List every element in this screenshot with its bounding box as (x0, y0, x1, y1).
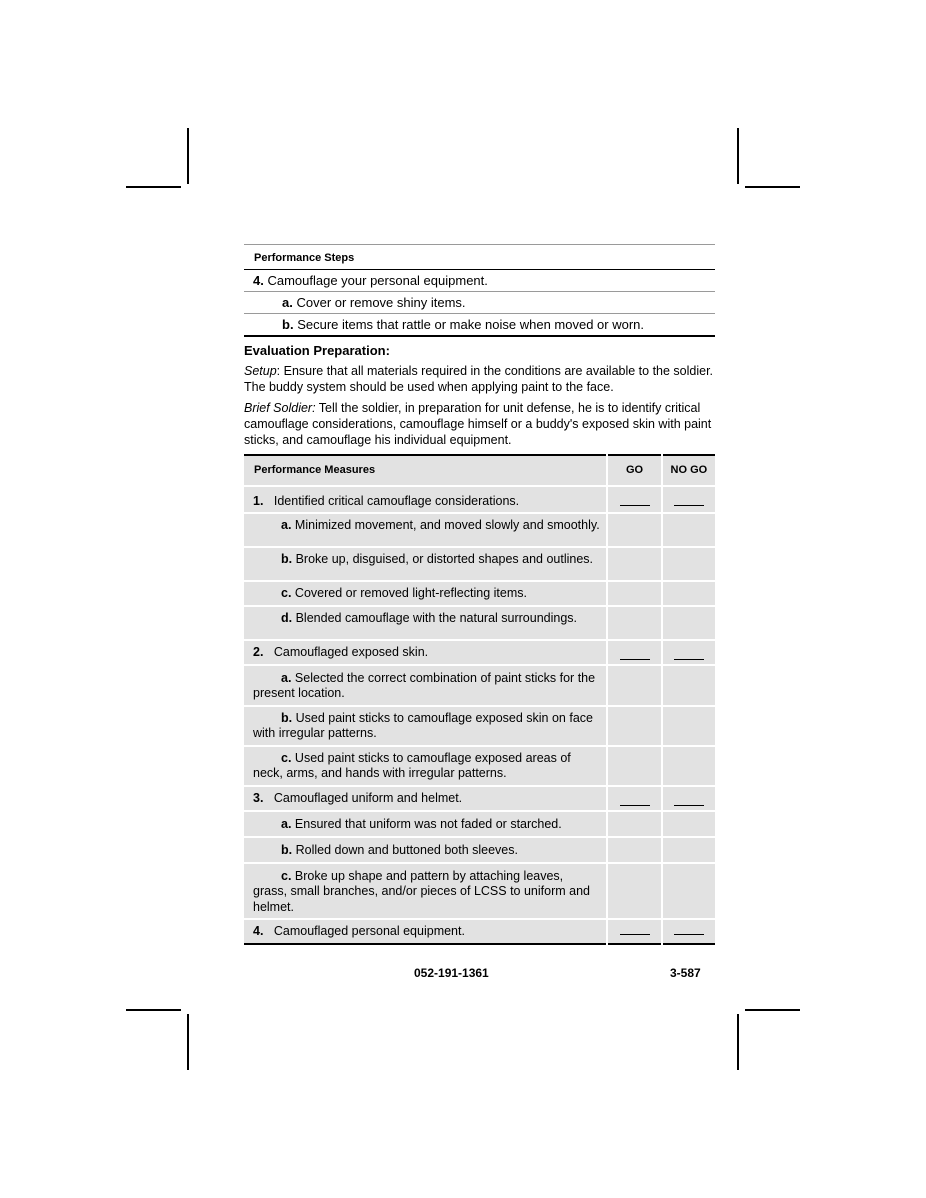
measure-letter: a. (281, 816, 292, 831)
nogo-blank[interactable] (674, 659, 704, 660)
measure-letter: a. (281, 518, 292, 532)
nogo-header: NO GO (662, 455, 715, 486)
table-row (244, 706, 715, 746)
measure-number: 1. (253, 493, 264, 508)
table-row (244, 786, 715, 811)
go-blank[interactable] (620, 805, 650, 806)
crop-mark-bottom-right-h (745, 1009, 800, 1011)
crop-mark-top-right-h (745, 186, 800, 188)
setup-label: Setup (244, 364, 277, 378)
measure-number: 2. (253, 644, 264, 659)
table-row (244, 837, 715, 863)
document-number: 052-191-1361 (414, 966, 489, 980)
measure-letter: d. (281, 610, 293, 625)
nogo-blank[interactable] (674, 934, 704, 935)
crop-mark-bottom-left-h (126, 1009, 181, 1011)
section-rule (244, 335, 715, 337)
table-row (244, 811, 715, 837)
measure-text: Camouflaged exposed skin. (273, 644, 429, 659)
measure-text: Rolled down and buttoned both sleeves. (295, 842, 518, 857)
measure-letter: b. (281, 552, 293, 566)
evaluation-title: Evaluation Preparation: (244, 343, 390, 358)
table-row (244, 863, 715, 920)
measure-text: Blended camouflage with the natural surroundings. (295, 610, 578, 625)
page-content (244, 244, 715, 945)
measure-number: 3. (253, 790, 264, 805)
table-row (244, 606, 715, 640)
measures-header: Performance Measures (244, 455, 607, 486)
step-letter: b. (282, 317, 294, 332)
crop-mark-top-left-h (126, 186, 181, 188)
step-letter: a. (282, 295, 293, 310)
measure-text: Camouflaged uniform and helmet. (273, 790, 463, 805)
measure-letter: c. (281, 750, 292, 765)
performance-substep (244, 314, 715, 335)
measure-text: Used paint sticks to camouflage exposed areas of neck, arms, and hands with irregular patterns. (253, 750, 571, 780)
measure-text: Camouflaged personal equipment. (273, 924, 465, 938)
table-row (244, 513, 715, 547)
go-blank[interactable] (620, 505, 650, 506)
step-number: 4. (253, 273, 264, 288)
table-row (244, 640, 715, 665)
crop-mark-top-right-v (737, 128, 739, 184)
measure-text: Broke up, disguised, or distorted shapes and outlines. (295, 552, 593, 566)
performance-step (244, 270, 715, 291)
go-header: GO (607, 455, 661, 486)
table-row (244, 486, 715, 514)
step-text: Camouflage your personal equipment. (267, 273, 488, 288)
crop-mark-bottom-left-v (187, 1014, 189, 1070)
brief-soldier-paragraph (244, 400, 715, 448)
brief-label: Brief Soldier: (244, 401, 316, 415)
table-row (244, 665, 715, 706)
nogo-blank[interactable] (674, 505, 704, 506)
measure-letter: b. (281, 842, 293, 857)
measure-letter: a. (281, 670, 292, 685)
table-row (244, 746, 715, 786)
go-blank[interactable] (620, 659, 650, 660)
measure-letter: c. (281, 868, 292, 883)
table-row (244, 581, 715, 606)
measure-letter: b. (281, 710, 293, 725)
performance-measures-table (244, 454, 715, 945)
measure-text: Covered or removed light-reflecting items. (294, 586, 527, 600)
crop-mark-bottom-right-v (737, 1014, 739, 1070)
setup-paragraph (244, 363, 715, 395)
table-row (244, 547, 715, 581)
measure-letter: c. (281, 586, 292, 600)
brief-text: Tell the soldier, in preparation for unit defense, he is to identify critical camouflage considerations, camouflage himself or a buddy's exposed skin with paint sticks, and camouflage his individual equipment. (244, 401, 712, 447)
measure-text: Ensured that uniform was not faded or starched. (294, 816, 562, 831)
measure-number: 4. (253, 924, 264, 938)
table-row (244, 919, 715, 944)
measure-text: Selected the correct combination of paint sticks for the present location. (253, 670, 596, 700)
measure-text: Identified critical camouflage considerations. (273, 493, 520, 508)
step-text: Cover or remove shiny items. (296, 295, 466, 310)
setup-text: : Ensure that all materials required in the conditions are available to the soldier. The buddy system should be used when applying paint to the face. (244, 364, 714, 394)
crop-mark-top-left-v (187, 128, 189, 184)
step-text: Secure items that rattle or make noise when moved or worn. (297, 317, 645, 332)
measure-text: Used paint sticks to camouflage exposed skin on face with irregular patterns. (253, 710, 593, 740)
nogo-blank[interactable] (674, 805, 704, 806)
performance-steps-header: Performance Steps (254, 252, 355, 264)
page-number: 3-587 (670, 966, 701, 980)
measure-text: Broke up shape and pattern by attaching leaves, grass, small branches, and/or pieces of LCSS to uniform and helmet. (253, 868, 590, 914)
go-blank[interactable] (620, 934, 650, 935)
measure-text: Minimized movement, and moved slowly and smoothly. (294, 518, 600, 532)
performance-substep (244, 292, 715, 313)
